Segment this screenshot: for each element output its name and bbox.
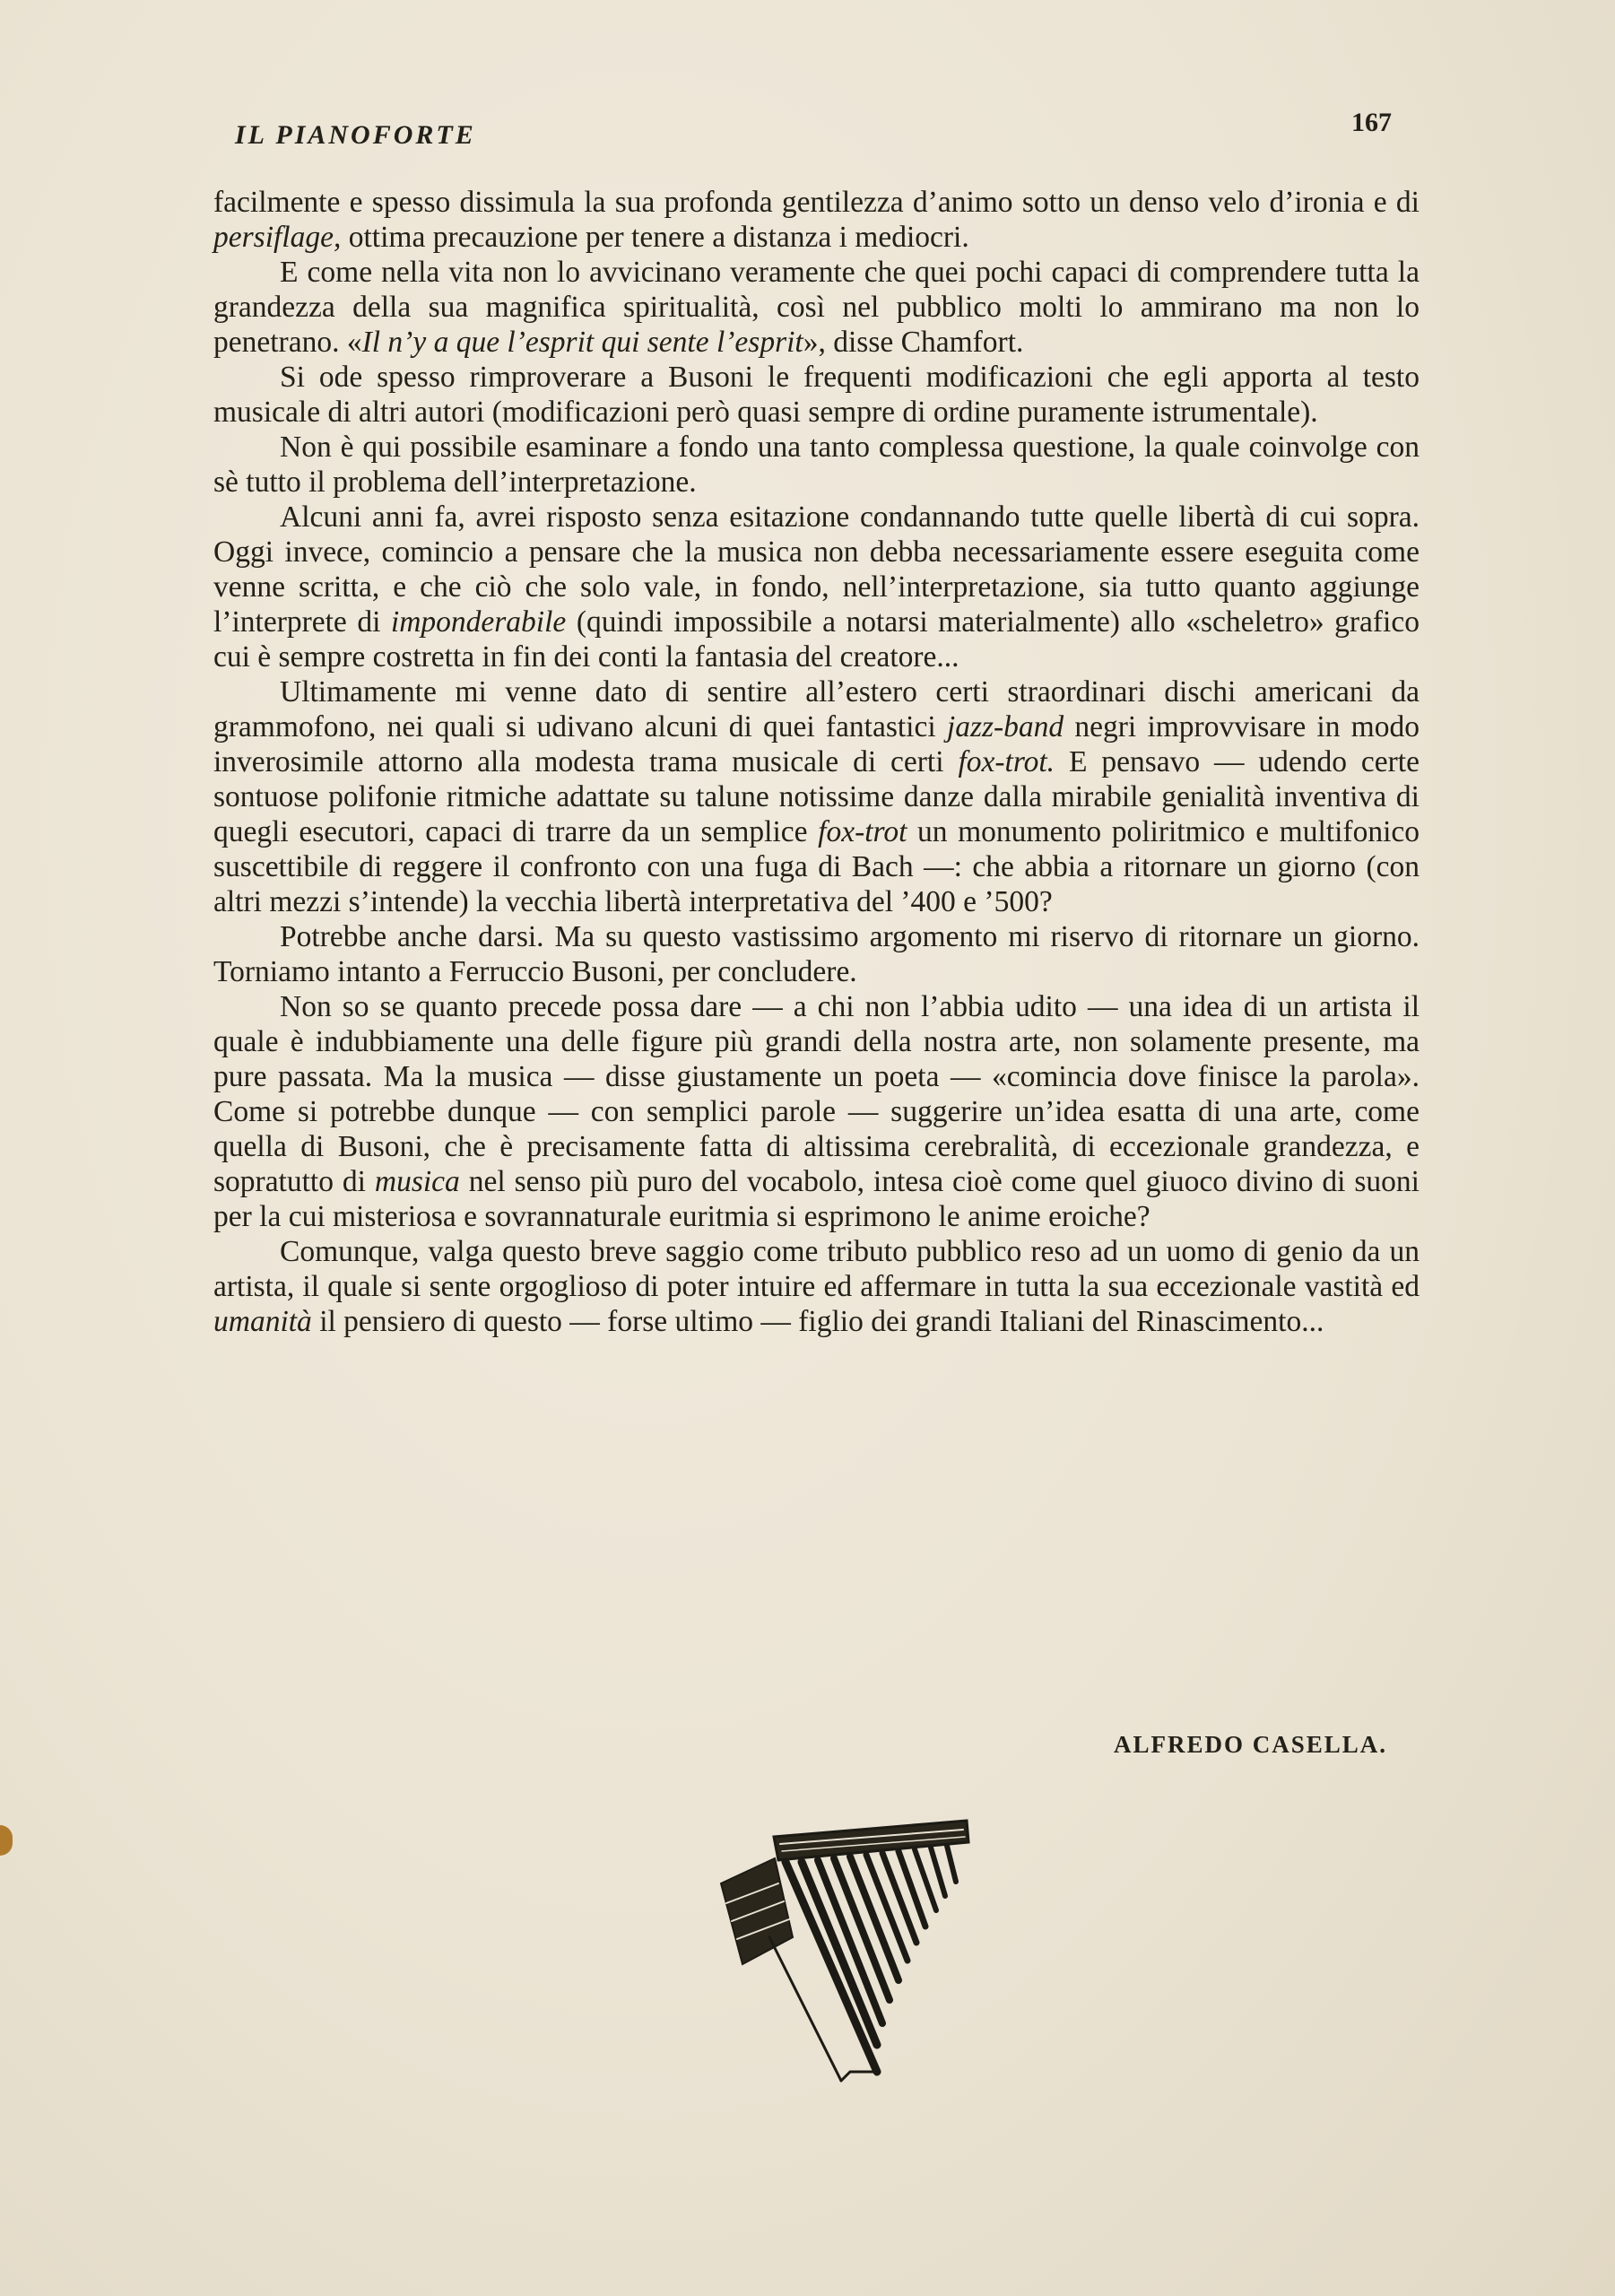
- text-run: E pensavo — udendo certe sontuose polifonie ritmiche adattate su talune notissime danze dalla mirabile genialità inventiva di quegli esecutori, capaci di trarre da un semplice: [213, 745, 1420, 848]
- page-header: [235, 108, 1392, 161]
- text-run: », disse Chamfort.: [803, 326, 1024, 359]
- paragraph: [213, 919, 1420, 989]
- text-run: Potrebbe anche darsi. Ma su questo vastissimo argomento mi riservo di ritornare un giorno. Torniamo intanto a Ferruccio Busoni, per concludere.: [213, 920, 1420, 988]
- text-run: nel senso più puro del vocabolo, intesa cioè come quel giuoco divino di suoni per la cui misteriosa e sovrannaturale euritmia si esprimono le anime eroiche?: [213, 1165, 1420, 1233]
- italic-phrase: umanità: [213, 1305, 312, 1338]
- text-run: Si ode spesso rimproverare a Busoni le frequenti modificazioni che egli apporta al testo musicale di altri autori (modificazioni però quasi sempre di ordine puramente istrumentale).: [213, 361, 1420, 429]
- paragraph: [213, 185, 1420, 255]
- text-run: Comunque, valga questo breve saggio come tributo pubblico reso ad un uomo di genio da un artista, il quale si sente orgoglioso di poter intuire ed affermare in tutta la sua eccezionale vastità ed: [213, 1235, 1420, 1303]
- text-run: Non è qui possibile esaminare a fondo una tanto complessa questione, la quale coinvolge con sè tutto il problema dell’interpretazione.: [213, 430, 1420, 499]
- text-run: facilmente e spesso dissimula la sua profonda gentilezza d’animo sotto un denso velo d’ironia e di: [213, 186, 1420, 219]
- text-run: Alcuni anni fa, avrei risposto senza esitazione condannando tutte quelle libertà di cui sopra. Oggi invece, comincio a pensare che la musica non debba necessariamente essere eseguita come venne scritta, e che ciò che solo vale, in fondo, nell’interpretazione, sia tutto quanto aggiunge l’interprete di: [213, 500, 1420, 639]
- paragraph: [213, 255, 1420, 360]
- text-run: negri improvvisare in modo inverosimile attorno alla modesta trama musicale di certi: [213, 710, 1420, 778]
- page-number: 167: [1351, 108, 1392, 137]
- paragraph: [213, 500, 1420, 674]
- italic-phrase: jazz-band: [946, 710, 1064, 744]
- italic-phrase: fox-trot: [818, 815, 907, 848]
- article-body: [213, 185, 1420, 1339]
- italic-phrase: Il n’y a que l’esprit qui sente l’esprit: [361, 326, 803, 359]
- text-run: ottima precauzione per tenere a distanza i mediocri.: [341, 221, 969, 254]
- paper-stain: [0, 1825, 13, 1856]
- paragraph: [213, 989, 1420, 1234]
- paragraph: [213, 1234, 1420, 1339]
- paragraph: [213, 674, 1420, 919]
- paragraph: [213, 430, 1420, 500]
- italic-phrase: persiflage,: [213, 221, 342, 254]
- author-signature: ALFREDO CASELLA.: [1113, 1731, 1387, 1758]
- text-run: Ultimamente mi venne dato di sentire all’estero certi straordinari dischi americani da grammofono, nei quali si udivano alcuni di quei fantastici: [213, 675, 1420, 744]
- text-run: Non so se quanto precede possa dare — a chi non l’abbia udito — una idea di un artista il quale è indubbiamente una delle figure più grandi della nostra arte, non solamente presente, ma pure passata. Ma la musica — disse giustamente un poeta — «comincia dove finisce la parola». Come si potrebbe dunque — con semplici parole — suggerire un’idea esatta di una arte, come quella di Busoni, che è precisamente fatta di altissima cerebralità, di eccezionale grandezza, e sopratutto di: [213, 990, 1420, 1198]
- text-run: (quindi impossibile a notarsi materialmente) allo «scheletro» grafico cui è sempre costretta in fin dei conti la fantasia del creatore...: [213, 605, 1420, 674]
- pan-flute-icon: [707, 1803, 976, 2090]
- italic-phrase: musica: [374, 1165, 460, 1198]
- paragraph: [213, 360, 1420, 430]
- text-run: il pensiero di questo — forse ultimo — figlio dei grandi Italiani del Rinascimento...: [311, 1305, 1324, 1338]
- text-run: un monumento poliritmico e multifonico suscettibile di reggere il confronto con una fuga di Bach —: che abbia a ritornare un giorno (con altri mezzi s’intende) la vecchia libertà interpretativa del ’400 e ’500?: [213, 815, 1420, 918]
- running-title: IL PIANOFORTE: [235, 120, 476, 150]
- italic-phrase: imponderabile: [390, 605, 567, 639]
- italic-phrase: fox-trot.: [958, 745, 1055, 778]
- text-run: E come nella vita non lo avvicinano veramente che quei pochi capaci di comprendere tutta la grandezza della sua magnifica spiritualità, così nel pubblico molti lo ammirano ma non lo penetrano. «: [213, 256, 1420, 359]
